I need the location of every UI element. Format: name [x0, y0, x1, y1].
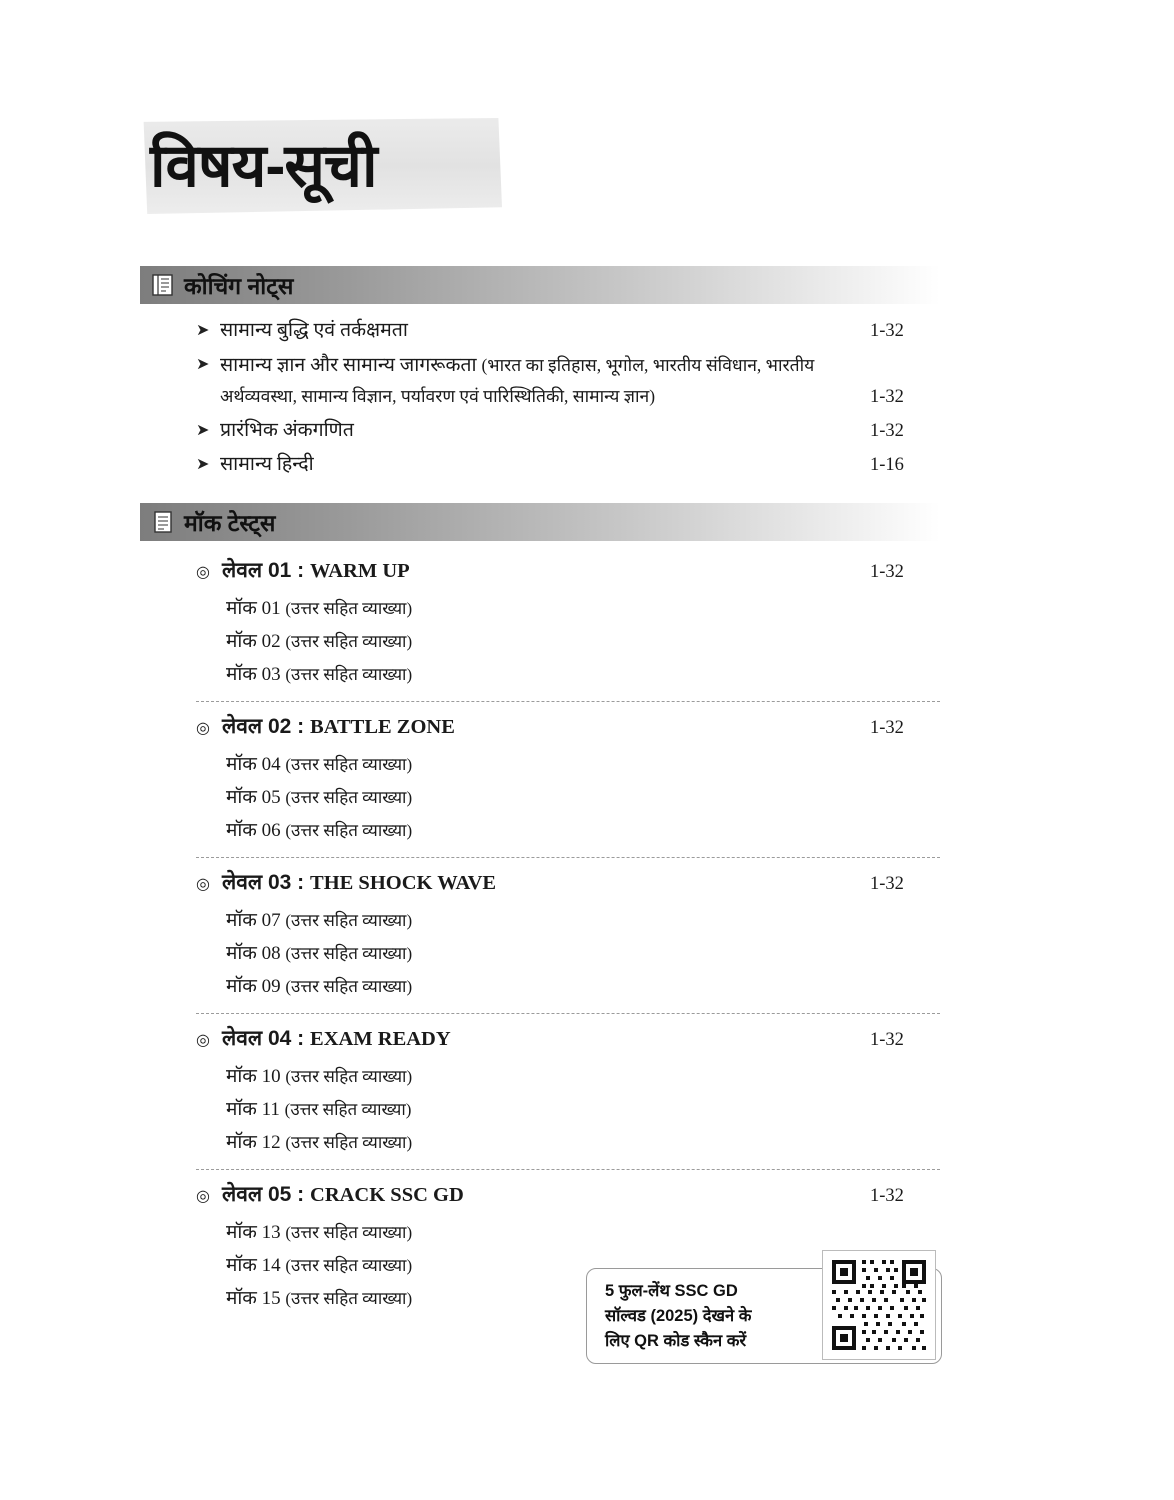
section-header-label: कोचिंग नोट्स	[184, 273, 294, 299]
bullet-arrow-icon: ➤	[196, 356, 210, 373]
level-header[interactable]	[196, 712, 940, 742]
level-label-hindi: लेवल 02 :	[222, 715, 311, 738]
page-number: 1-32	[870, 1186, 904, 1206]
mock-note: (उत्तर सहित व्याख्या)	[285, 1289, 413, 1308]
section-header-mock-tests	[140, 503, 940, 541]
qr-code-icon[interactable]	[822, 1250, 936, 1360]
mock-tests-list	[196, 550, 940, 1315]
mock-label: मॉक 10	[226, 1066, 286, 1087]
level-bullet-icon: ◎	[196, 876, 210, 893]
mock-note: (उत्तर सहित व्याख्या)	[285, 1067, 413, 1086]
mock-row[interactable]	[196, 658, 940, 691]
list-item[interactable]	[196, 450, 940, 480]
mock-note: (उत्तर सहित व्याख्या)	[285, 911, 413, 930]
list-item-label: प्रारंभिक अंकगणित	[220, 420, 354, 441]
list-item[interactable]	[196, 350, 940, 412]
level-bullet-icon: ◎	[196, 1188, 210, 1205]
page-number: 1-16	[870, 455, 904, 475]
level-bullet-icon: ◎	[196, 1032, 210, 1049]
mock-label: मॉक 15	[226, 1288, 286, 1309]
mock-row[interactable]	[196, 625, 940, 658]
mock-note: (उत्तर सहित व्याख्या)	[285, 599, 413, 618]
divider	[196, 857, 940, 858]
level-header[interactable]	[196, 556, 940, 586]
level-label-english: THE SHOCK WAVE	[310, 872, 497, 894]
mock-note: (उत्तर सहित व्याख्या)	[285, 944, 413, 963]
page-number: 1-32	[870, 321, 904, 341]
mock-label: मॉक 07	[226, 910, 286, 931]
mock-label: मॉक 11	[226, 1099, 285, 1120]
mock-row[interactable]	[196, 592, 940, 625]
mock-note: (उत्तर सहित व्याख्या)	[285, 821, 413, 840]
level-bullet-icon: ◎	[196, 564, 210, 581]
bullet-arrow-icon: ➤	[196, 322, 210, 339]
mock-label: मॉक 14	[226, 1255, 286, 1276]
level-header[interactable]	[196, 1024, 940, 1054]
mock-note: (उत्तर सहित व्याख्या)	[285, 1256, 413, 1275]
mock-row[interactable]	[196, 814, 940, 847]
divider	[196, 1169, 940, 1170]
list-item[interactable]	[196, 316, 940, 346]
level-label-hindi: लेवल 03 :	[222, 871, 311, 894]
title-text: विषय-सूची	[150, 132, 377, 199]
level-header[interactable]	[196, 868, 940, 898]
mock-note: (उत्तर सहित व्याख्या)	[285, 755, 413, 774]
mock-row[interactable]	[196, 781, 940, 814]
mock-label: मॉक 04	[226, 754, 286, 775]
page-number: 1-32	[870, 562, 904, 582]
mock-label: मॉक 12	[226, 1132, 286, 1153]
qr-promo-line-2: सॉल्वड (2025) देखने के	[605, 1306, 752, 1325]
mock-note: (उत्तर सहित व्याख्या)	[284, 1100, 412, 1119]
mock-row[interactable]	[196, 1093, 940, 1126]
mock-label: मॉक 01	[226, 598, 286, 619]
mock-note: (उत्तर सहित व्याख्या)	[285, 788, 413, 807]
bullet-arrow-icon: ➤	[196, 422, 210, 439]
level-block	[196, 550, 940, 691]
page-title	[140, 118, 510, 218]
mock-row[interactable]	[196, 904, 940, 937]
notes-icon	[152, 510, 174, 534]
mock-note: (उत्तर सहित व्याख्या)	[285, 632, 413, 651]
mock-row[interactable]	[196, 937, 940, 970]
list-item-label: सामान्य हिन्दी	[220, 454, 314, 475]
mock-row[interactable]	[196, 1060, 940, 1093]
level-label-english: EXAM READY	[310, 1028, 451, 1050]
mock-label: मॉक 08	[226, 943, 286, 964]
page-number: 1-32	[870, 1030, 904, 1050]
level-label-english: WARM UP	[310, 560, 410, 582]
mock-label: मॉक 03	[226, 664, 286, 685]
mock-note: (उत्तर सहित व्याख्या)	[285, 665, 413, 684]
mock-label: मॉक 02	[226, 631, 286, 652]
mock-row[interactable]	[196, 970, 940, 1003]
bullet-arrow-icon: ➤	[196, 456, 210, 473]
list-item[interactable]	[196, 416, 940, 446]
book-icon	[152, 273, 174, 297]
level-block	[196, 706, 940, 847]
list-item-label: सामान्य ज्ञान और सामान्य जागरूकता	[220, 355, 482, 376]
coaching-notes-list	[196, 316, 940, 484]
divider	[196, 1013, 940, 1014]
mock-label: मॉक 13	[226, 1222, 286, 1243]
list-item-sublabel: (भारत का इतिहास, भूगोल, भारतीय संविधान, भारतीय अर्थव्यवस्था, सामान्य विज्ञान, पर्यावरण एवं पारिस्थितिकी, सामान्य ज्ञान)	[220, 355, 815, 406]
level-block	[196, 1018, 940, 1159]
qr-promo-line-1: 5 फुल-लेंथ SSC GD	[605, 1281, 738, 1300]
mock-note: (उत्तर सहित व्याख्या)	[285, 977, 413, 996]
level-header[interactable]	[196, 1180, 940, 1210]
divider	[196, 701, 940, 702]
page-number: 1-32	[870, 387, 904, 407]
section-header-coaching-notes	[140, 266, 940, 304]
mock-note: (उत्तर सहित व्याख्या)	[285, 1223, 413, 1242]
level-bullet-icon: ◎	[196, 720, 210, 737]
list-item-label: सामान्य बुद्धि एवं तर्कक्षमता	[220, 320, 408, 341]
level-label-hindi: लेवल 04 :	[222, 1027, 311, 1050]
page-number: 1-32	[870, 718, 904, 738]
page-number: 1-32	[870, 874, 904, 894]
level-block	[196, 862, 940, 1003]
mock-label: मॉक 09	[226, 976, 286, 997]
mock-note: (उत्तर सहित व्याख्या)	[285, 1133, 413, 1152]
mock-row[interactable]	[196, 748, 940, 781]
page-number: 1-32	[870, 421, 904, 441]
mock-row[interactable]	[196, 1216, 940, 1249]
mock-row[interactable]	[196, 1126, 940, 1159]
level-label-hindi: लेवल 01 :	[222, 559, 311, 582]
mock-label: मॉक 05	[226, 787, 286, 808]
level-label-english: CRACK SSC GD	[310, 1184, 464, 1206]
qr-promo-line-3: लिए QR कोड स्कैन करें	[605, 1331, 747, 1350]
mock-label: मॉक 06	[226, 820, 286, 841]
level-label-hindi: लेवल 05 :	[222, 1183, 311, 1206]
section-header-label: मॉक टेस्ट्स	[184, 510, 276, 536]
level-label-english: BATTLE ZONE	[310, 716, 455, 738]
